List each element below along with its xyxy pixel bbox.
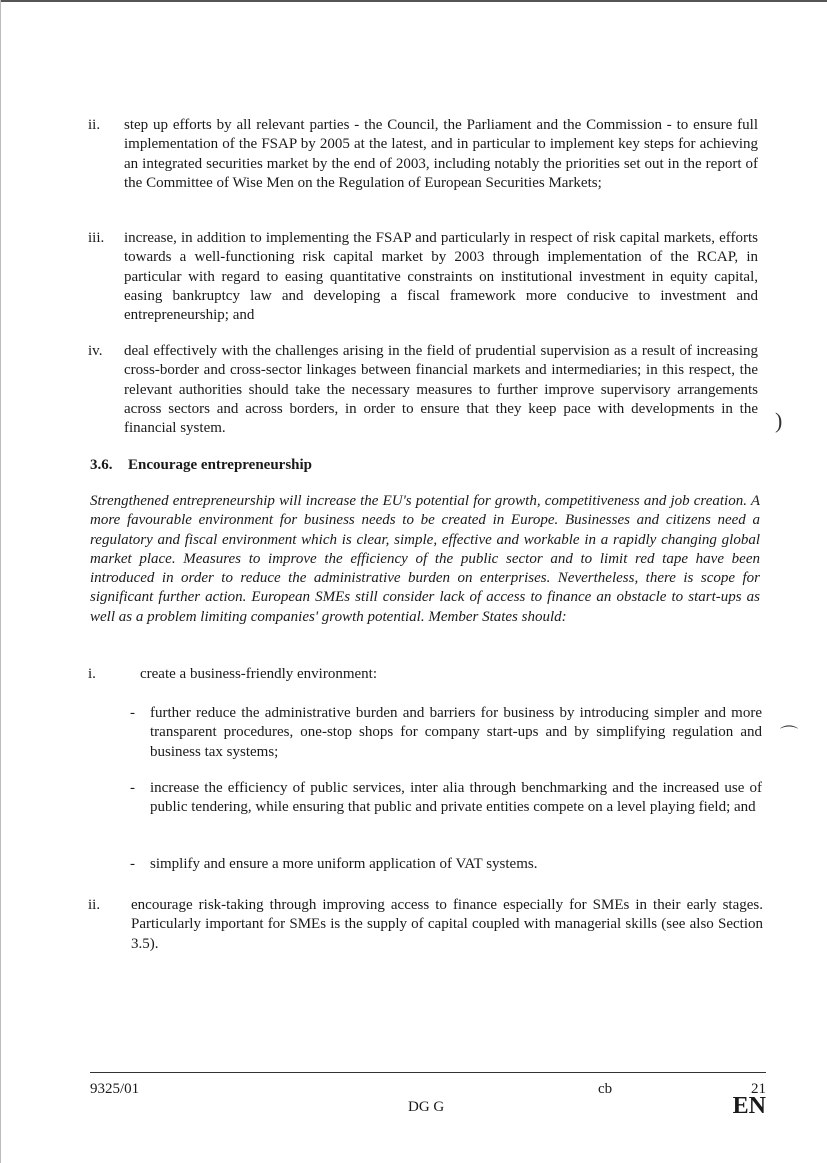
list-number: ii. bbox=[88, 897, 101, 913]
sub-item-text: simplify and ensure a more uniform application of VAT systems. bbox=[150, 856, 538, 872]
dash-bullet: - bbox=[130, 780, 135, 796]
section-number: 3.6. bbox=[90, 457, 113, 473]
footer-department: DG G bbox=[408, 1099, 445, 1115]
list-number: ii. bbox=[88, 117, 101, 133]
list-item-text: deal effectively with the challenges arising in the field of prudential supervision as a result of increasing cross-border and cross-sector linkages between financial markets and intermediaries; in this respect, the relevant authorities should take the necessary measures to further improve supervisory arrangements across sectors and across borders, in order to ensure that they keep pace with developments in the financial system. bbox=[124, 343, 758, 437]
footer-language: EN bbox=[732, 1093, 766, 1119]
list-item-text: encourage risk-taking through improving access to finance especially for SMEs in their early stages. Particularly important for SMEs is the supply of capital coupled with managerial skills (see also Section 3.5). bbox=[131, 897, 763, 952]
sub-item-text: increase the efficiency of public services, inter alia through benchmarking and the increased use of public tendering, while ensuring that public and private entities compete on a level playing field; and bbox=[150, 780, 762, 816]
section-title: Encourage entrepreneurship bbox=[128, 457, 313, 473]
list-number: i. bbox=[88, 666, 96, 682]
section-heading bbox=[90, 456, 312, 475]
footer-doc-number: 9325/01 bbox=[90, 1081, 140, 1097]
list-item-text: step up efforts by all relevant parties - the Council, the Parliament and the Commission - to ensure full implementation of the FSAP by 2005 at the latest, and in particular to implement key steps for achieving an integrated securities market by the end of 2003, including notably the priorities set out in the report of the Committee of Wise Men on the Regulation of European Securities Markets; bbox=[124, 117, 758, 191]
dash-bullet: - bbox=[130, 856, 135, 872]
list-number: iii. bbox=[88, 230, 105, 246]
list-number: iv. bbox=[88, 343, 103, 359]
list-item-text: create a business-friendly environment: bbox=[140, 666, 377, 682]
margin-mark: ) bbox=[775, 408, 783, 433]
section-intro-paragraph: Strengthened entrepreneurship will increase the EU's potential for growth, competitiveness and job creation. A more favourable environment for business needs to be created in Europe. Businesses and citizens need a regulatory and fiscal environment which is clear, simple, effective and workable in a rapidly changing global market place. Measures to improve the efficiency of the public sector and to limit red tape have been introduced in order to reduce the administrative burden on enterprises. Nevertheless, there is scope for significant further action. European SMEs still consider lack of access to finance an obstacle to start-ups as well as a problem limiting companies' growth potential. Member States should: bbox=[90, 493, 760, 625]
list-item-text: increase, in addition to implementing the FSAP and particularly in respect of risk capital markets, efforts towards a well-functioning risk capital market by 2003 through implementation of the RCAP, in particular with regard to easing quantitative constraints on institutional investment in equity capital, easing bankruptcy law and developing a fiscal framework more conducive to investment and entrepreneurship; and bbox=[124, 230, 758, 324]
footer-initials: cb bbox=[598, 1081, 613, 1097]
margin-mark: ⌒ bbox=[780, 725, 798, 745]
sub-item-text: further reduce the administrative burden and barriers for business by introducing simpler and more transparent procedures, one-stop shops for company start-ups and by simplifying regulation and business tax systems; bbox=[150, 705, 762, 760]
footer-page-number: 21 bbox=[751, 1081, 766, 1097]
dash-bullet: - bbox=[130, 705, 135, 721]
footer-rule bbox=[90, 1072, 766, 1073]
